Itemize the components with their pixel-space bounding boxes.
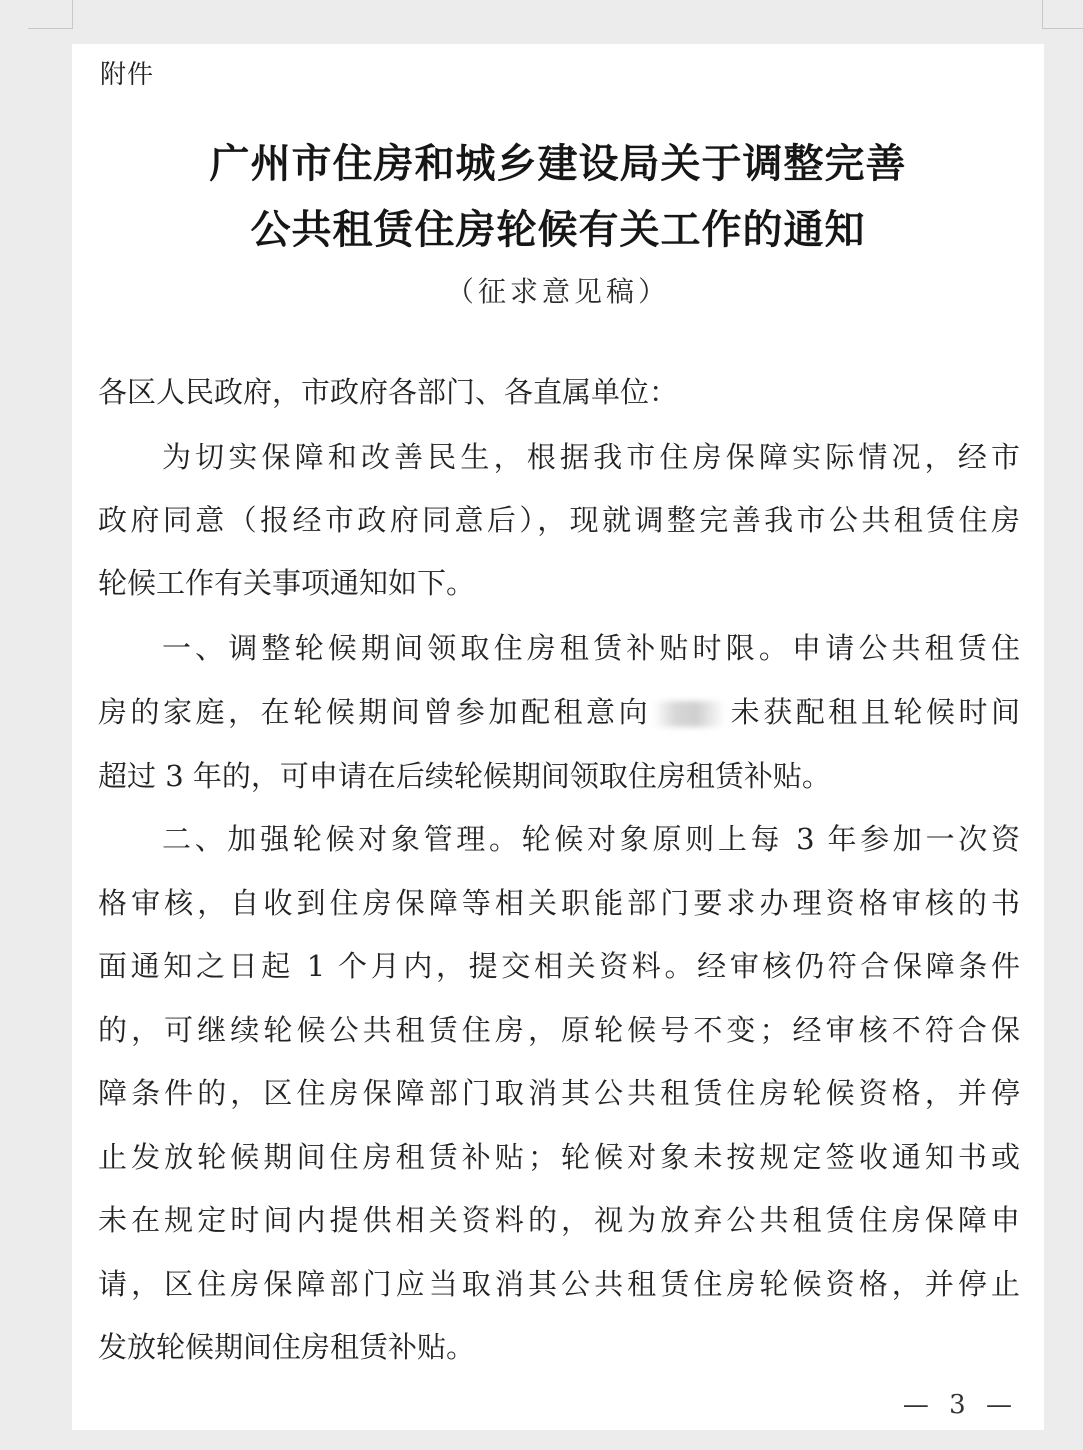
body-line: 为切实保障和改善民生，根据我市住房保障实际情况，经市	[162, 440, 1020, 474]
document-page	[72, 44, 1044, 1430]
page-number: — 3 —	[902, 1390, 1018, 1420]
body-line: 发放轮候期间住房租赁补贴。	[98, 1330, 476, 1364]
crop-mark-top-left	[28, 0, 73, 29]
body-line-with-redaction	[98, 692, 1020, 732]
crop-mark-top-right	[1042, 0, 1083, 29]
body-line: 障条件的，区住房保障部门取消其公共租赁住房轮候资格，并停	[98, 1076, 1020, 1110]
body-line: 未在规定时间内提供相关资料的，视为放弃公共租赁住房保障申	[98, 1203, 1020, 1237]
redaction-blur	[653, 701, 725, 727]
body-line: 请，区住房保障部门应当取消其公共租赁住房轮候资格，并停止	[98, 1267, 1020, 1301]
salutation: 各区人民政府，市政府各部门、各直属单位：	[98, 375, 679, 409]
body-line: 的，可继续轮候公共租赁住房，原轮候号不变；经审核不符合保	[98, 1013, 1020, 1047]
body-line: 超过 3 年的，可申请在后续轮候期间领取住房租赁补贴。	[98, 759, 831, 793]
body-line: 轮候工作有关事项通知如下。	[98, 566, 476, 600]
body-line: 二、加强轮候对象管理。轮候对象原则上每 3 年参加一次资	[162, 822, 1020, 856]
attachment-label: 附件	[100, 60, 155, 90]
body-line-part: 房的家庭，在轮候期间曾参加配租意向	[98, 695, 652, 729]
subtitle: （征求意见稿）	[445, 275, 670, 308]
title-line-1: 广州市住房和城乡建设局关于调整完善	[209, 141, 907, 187]
body-line-part: 未获配租且轮候时间	[727, 695, 1020, 729]
body-line: 政府同意（报经市政府同意后），现就调整完善我市公共租赁住房	[98, 503, 1020, 537]
body-line: 格审核，自收到住房保障等相关职能部门要求办理资格审核的书	[98, 886, 1020, 920]
body-line: 面通知之日起 1 个月内，提交相关资料。经审核仍符合保障条件	[98, 949, 1020, 983]
body-line: 止发放轮候期间住房租赁补贴；轮候对象未按规定签收通知书或	[98, 1140, 1020, 1174]
body-line: 一、调整轮候期间领取住房租赁补贴时限。申请公共租赁住	[162, 631, 1020, 665]
title-line-2: 公共租赁住房轮候有关工作的通知	[250, 207, 866, 253]
